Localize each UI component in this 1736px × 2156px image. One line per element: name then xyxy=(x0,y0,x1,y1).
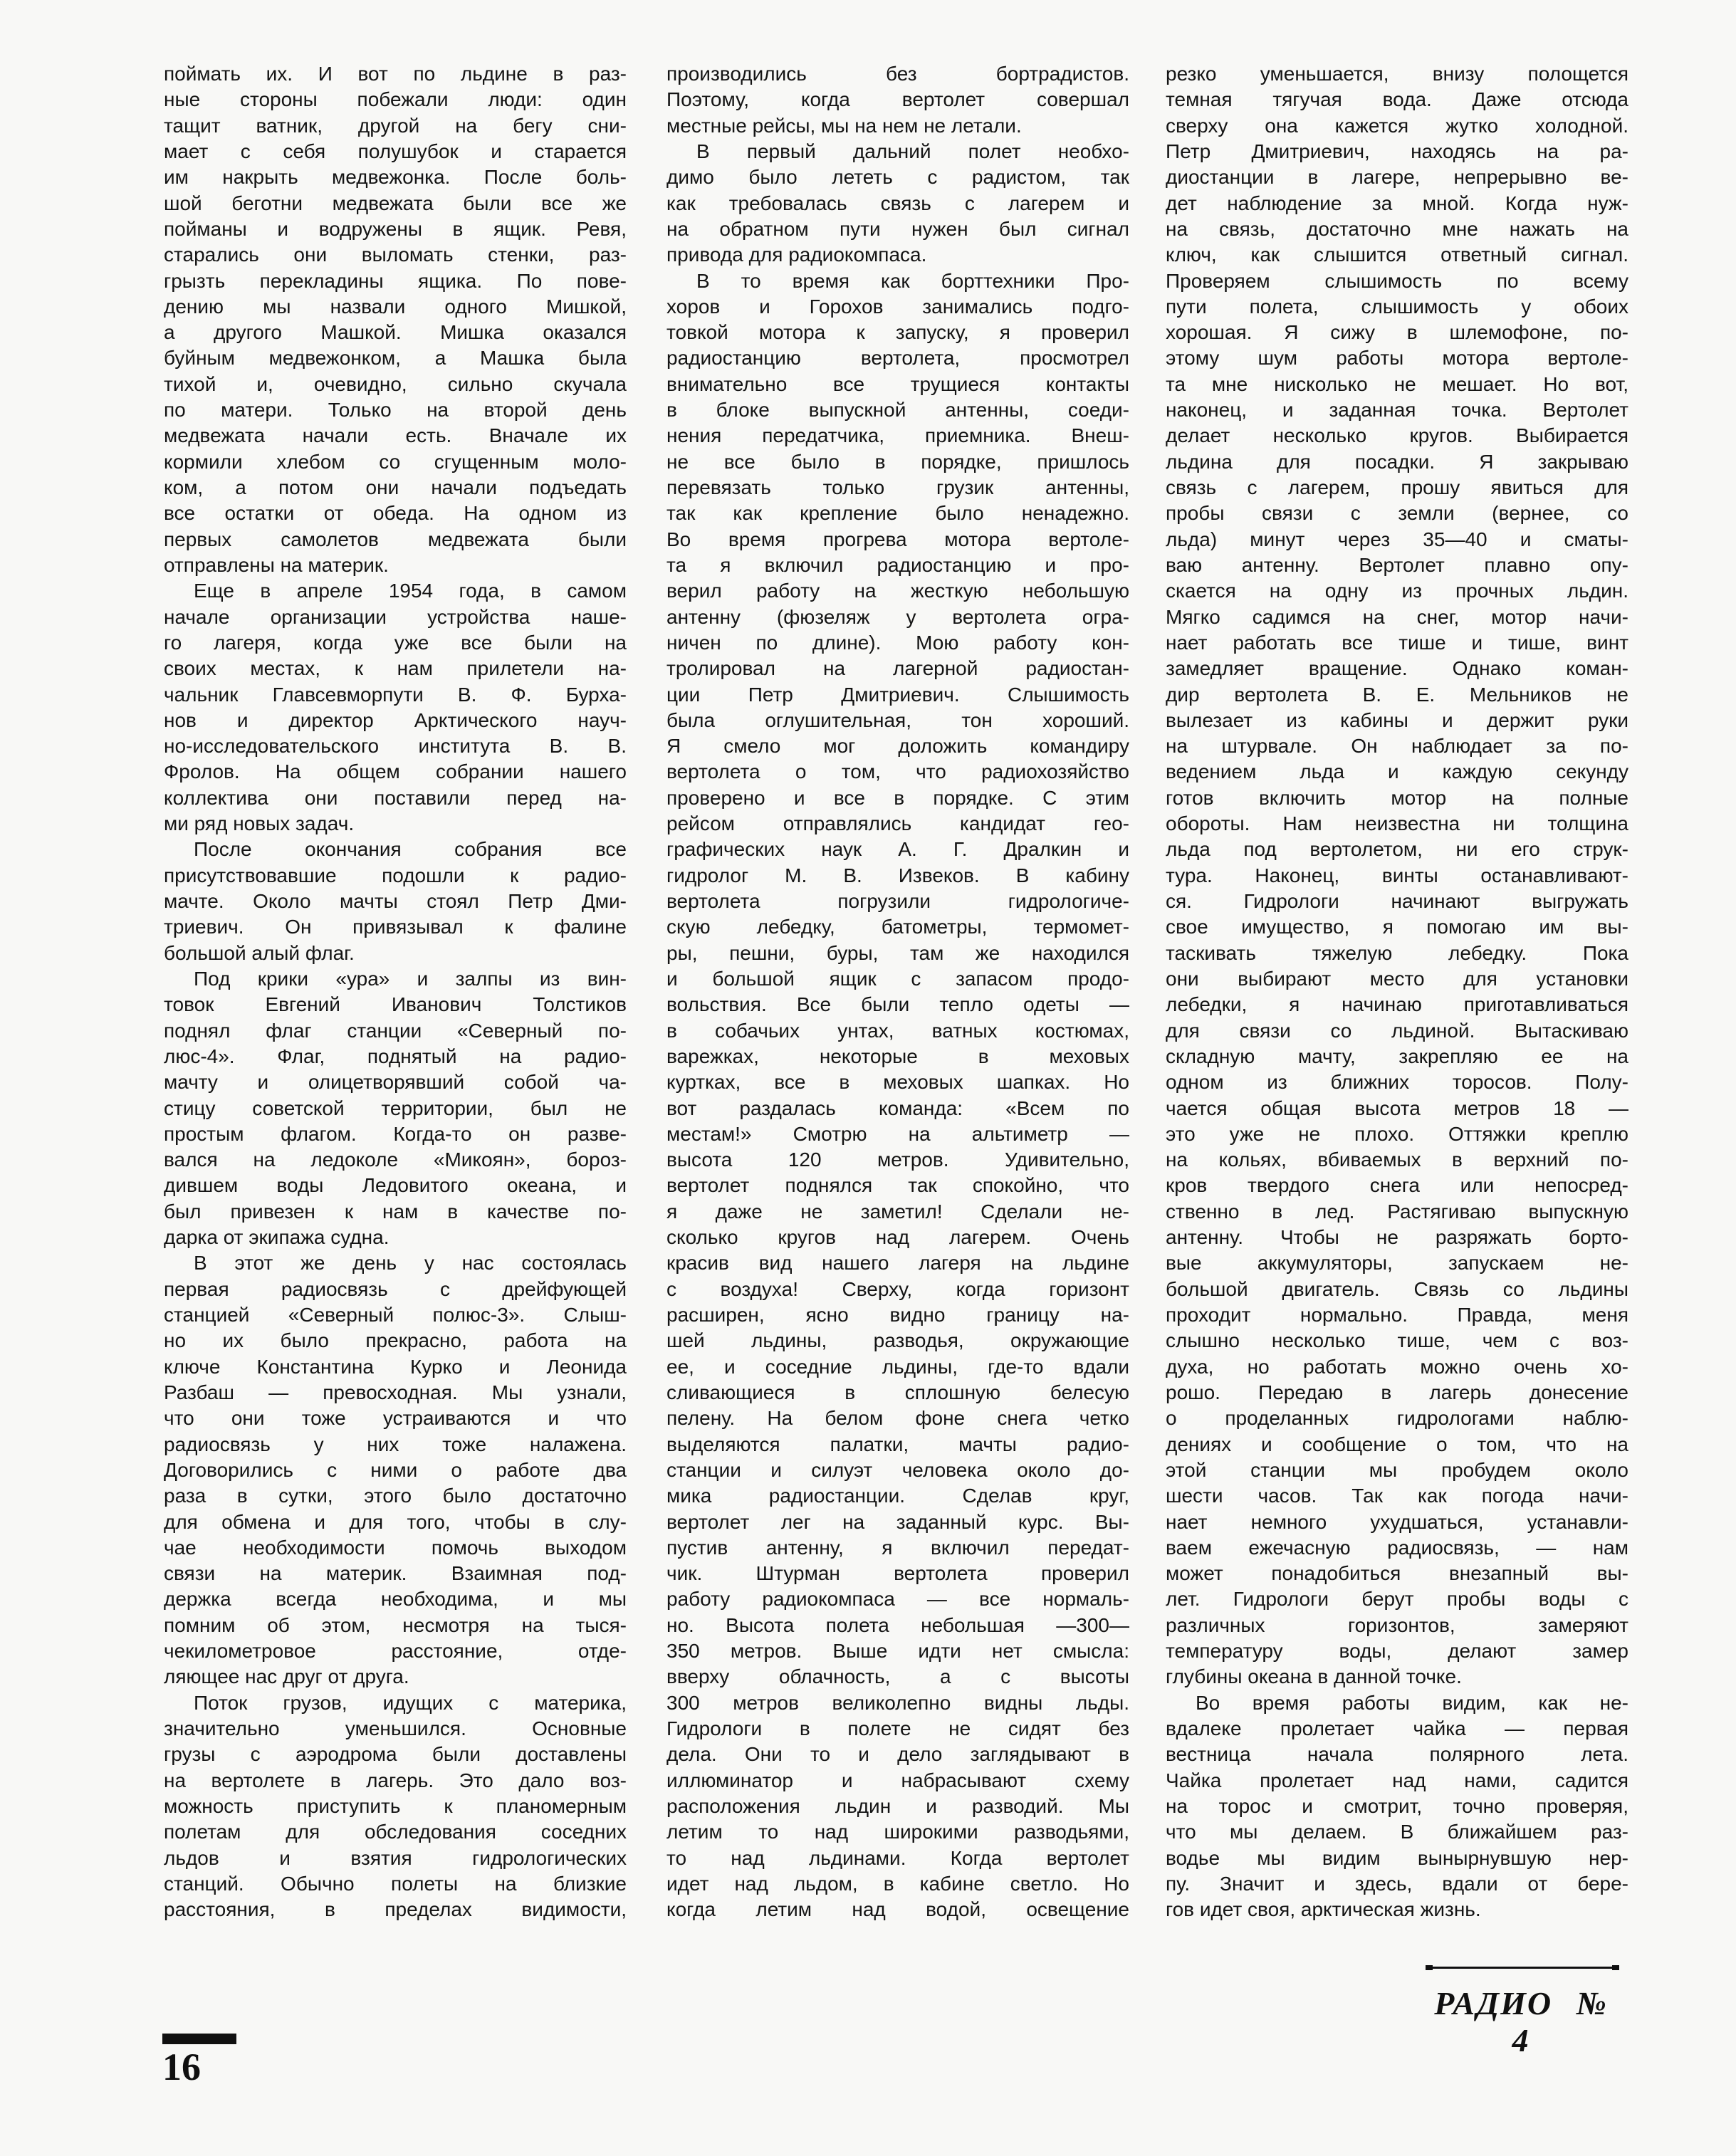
text-line: все остатки от обеда. На одном из xyxy=(164,502,627,525)
text-line: радиосвязь у них тоже налажена. xyxy=(164,1433,627,1455)
text-column-2 xyxy=(666,61,1129,1923)
text-line: вверху облачность, а с высоты xyxy=(666,1665,1129,1688)
text-line: вот раздалась команда: «Всем по xyxy=(666,1097,1129,1119)
text-line: димо было лететь с радистом, так xyxy=(666,166,1129,189)
text-line: вольствия. Все были тепло одеты — xyxy=(666,993,1129,1016)
text-line: этому шум работы мотора вертоле- xyxy=(1166,347,1628,370)
text-line: внимательно все трущиеся контакты xyxy=(666,372,1129,395)
text-line: дению мы назвали одного Мишкой, xyxy=(164,295,627,318)
text-line: буйным медвежонком, а Машка была xyxy=(164,347,627,370)
text-line: тура. Наконец, винты останавливают- xyxy=(1166,864,1628,886)
text-line: ключе Константина Курко и Леонида xyxy=(164,1355,627,1378)
text-line: местные рейсы, мы на нем не летали. xyxy=(666,114,1022,137)
text-line: сливающиеся в сплошную белесую xyxy=(666,1381,1129,1403)
text-line: 300 метров великолепно видны льды. xyxy=(666,1691,1129,1714)
text-line: для обмена и для того, чтобы в слу- xyxy=(164,1510,627,1533)
text-line: может понадобиться внезапный вы- xyxy=(1166,1562,1628,1585)
text-line: станцией «Северный полюс-3». Слыш- xyxy=(164,1304,627,1326)
text-line: проходит нормально. Правда, меня xyxy=(1166,1304,1628,1326)
text-line: льда) минут через 35—40 и сматы- xyxy=(1166,528,1628,550)
text-line: дет наблюдение за мной. Когда нуж- xyxy=(1166,192,1628,214)
text-line: водье мы видим вынырнувшую нер- xyxy=(1166,1846,1628,1869)
text-line: лет. Гидрологи берут пробы воды с xyxy=(1166,1588,1628,1611)
text-line: раза в сутки, этого было достаточно xyxy=(164,1485,627,1507)
text-line: высота 120 метров. Удивительно, xyxy=(666,1148,1129,1171)
text-line: хорошая. Я сижу в шлемофоне, по- xyxy=(1166,321,1628,344)
text-line: мачту и олицетворявший собой ча- xyxy=(164,1071,627,1094)
text-line: большой двигатель. Связь со льдины xyxy=(1166,1277,1628,1300)
text-line: диостанции в лагере, непрерывно ве- xyxy=(1166,166,1628,189)
text-line: духа, но работать можно очень хо- xyxy=(1166,1355,1628,1378)
text-column-1 xyxy=(164,61,627,1923)
text-line: красив вид нашего лагеря на льдине xyxy=(666,1252,1129,1275)
text-line: Я смело мог доложить командиру xyxy=(666,735,1129,758)
text-line: Поток грузов, идущих с материка, xyxy=(194,1691,627,1714)
text-line: медвежата начали есть. Вначале их xyxy=(164,424,627,447)
text-line: Во время работы видим, как не- xyxy=(1196,1691,1628,1714)
text-line: товок Евгений Иванович Толстиков xyxy=(164,993,627,1016)
text-line: обороты. Нам неизвестна ни толщина xyxy=(1166,812,1628,835)
text-line: резко уменьшается, внизу полощется xyxy=(1166,63,1628,85)
text-line: была оглушительная, тон хороший. xyxy=(666,708,1129,731)
text-line: ваем ежечасную радиосвязь, — нам xyxy=(1166,1536,1628,1559)
text-line: ничен по длине). Мою работу кон- xyxy=(666,631,1129,654)
text-line: что они тоже устраиваются и что xyxy=(164,1407,627,1430)
text-line: ее, и соседние льдины, где-то вдали xyxy=(666,1355,1129,1378)
text-line: но. Высота полета небольшая —300— xyxy=(666,1613,1129,1636)
text-line: свое имущество, я помогаю им вы- xyxy=(1166,916,1628,938)
text-line: расширен, ясно видно границу на- xyxy=(666,1304,1129,1326)
text-line: на вертолете в лагерь. Это дало воз- xyxy=(164,1769,627,1791)
text-line: складную мачту, закрепляю ее на xyxy=(1166,1045,1628,1067)
text-line: помним об этом, несмотря на тыся- xyxy=(164,1613,627,1636)
text-line: мачте. Около мачты стоял Петр Дми- xyxy=(164,890,627,912)
text-line: Проверяем слышимость по всему xyxy=(1166,269,1628,292)
text-line: скается на одну из прочных льдин. xyxy=(1166,580,1628,602)
text-line: пробы связи с земли (вернее, со xyxy=(1166,502,1628,525)
text-line: шести часов. Так как погода начи- xyxy=(1166,1485,1628,1507)
text-line: этой станции мы пробудем около xyxy=(1166,1458,1628,1481)
text-line: замедляет вращение. Однако коман- xyxy=(1166,657,1628,680)
text-line: чальник Главсевморпути В. Ф. Бурха- xyxy=(164,683,627,706)
text-line: та я включил радиостанцию и про- xyxy=(666,553,1129,576)
text-line: верил работу на жесткую небольшую xyxy=(666,580,1129,602)
text-line: пелену. На белом фоне снега четко xyxy=(666,1407,1129,1430)
text-line: различных горизонтов, замеряют xyxy=(1166,1613,1628,1636)
text-line: для связи со льдиной. Вытаскиваю xyxy=(1166,1019,1628,1042)
text-line: связи на материк. Взаимная под- xyxy=(164,1562,627,1585)
text-line: ком, а потом они начали подъедать xyxy=(164,476,627,498)
text-line: льдина для посадки. Я закрываю xyxy=(1166,450,1628,473)
text-line: чается общая высота метров 18 — xyxy=(1166,1097,1628,1119)
text-line: на кольях, вбиваемых в верхний по- xyxy=(1166,1148,1628,1171)
text-line: станций. Обычно полеты на близкие xyxy=(164,1872,627,1895)
text-line: делает несколько кругов. Выбирается xyxy=(1166,424,1628,447)
text-column-3 xyxy=(1166,61,1628,1923)
text-line: грузы с аэродрома были доставлены xyxy=(164,1743,627,1766)
text-line: нает немного ухудшаться, устанавли- xyxy=(1166,1510,1628,1533)
text-line: местам!» Смотрю на альтиметр — xyxy=(666,1122,1129,1145)
text-line: выделяются палатки, мачты радио- xyxy=(666,1433,1129,1455)
text-line: начале организации устройства наше- xyxy=(164,605,627,628)
text-line: дениях и сообщение о том, что на xyxy=(1166,1433,1628,1455)
text-line: станции и силуэт человека около до- xyxy=(666,1458,1129,1481)
text-line: Мягко садимся на снег, мотор начи- xyxy=(1166,605,1628,628)
text-line: нения передатчика, приемника. Внеш- xyxy=(666,424,1129,447)
text-line: первая радиосвязь с дрейфующей xyxy=(164,1277,627,1300)
text-line: люс-4». Флаг, поднятый на радио- xyxy=(164,1045,627,1067)
text-line: одном из ближних торосов. Полу- xyxy=(1166,1071,1628,1094)
text-line: стицу советской территории, был не xyxy=(164,1097,627,1119)
text-line: полетам для обследования соседних xyxy=(164,1821,627,1843)
text-line: Поэтому, когда вертолет совершал xyxy=(666,88,1129,111)
text-line: тихой и, очевидно, сильно скучала xyxy=(164,372,627,395)
text-line: Под крики «ура» и залпы из вин- xyxy=(194,967,627,990)
text-line: антенну (фюзеляж у вертолета огра- xyxy=(666,605,1129,628)
footer-left-rule xyxy=(162,2034,236,2044)
text-line: шой беготни медвежата были все же xyxy=(164,192,627,214)
text-line: ственно в лед. Растягиваю выпускную xyxy=(1166,1200,1628,1223)
text-line: расстояния, в пределах видимости, xyxy=(164,1898,627,1921)
text-line: они выбирают место для установки xyxy=(1166,967,1628,990)
text-line: простым флагом. Когда-то он разве- xyxy=(164,1122,627,1145)
text-line: как требовалась связь с лагерем и xyxy=(666,192,1129,214)
text-line: когда летим над водой, освещение xyxy=(666,1898,1129,1921)
text-line: поднял флаг станции «Северный по- xyxy=(164,1019,627,1042)
text-line: ляющее нас друг от друга. xyxy=(164,1665,409,1688)
text-line: своих местах, к нам прилетели на- xyxy=(164,657,627,680)
text-line: в блоке выпускной антенны, соеди- xyxy=(666,399,1129,422)
text-line: им накрыть медвежонка. После боль- xyxy=(164,166,627,189)
text-line: куртках, все в меховых шапках. Но xyxy=(666,1071,1129,1094)
text-line: отправлены на материк. xyxy=(164,553,389,576)
magazine-footer: РАДИО № 4 xyxy=(1434,1985,1608,2058)
text-line: производились без бортрадистов. xyxy=(666,63,1129,85)
text-line: наконец, и заданная точка. Вертолет xyxy=(1166,399,1628,422)
text-line: что мы делаем. В ближайшем раз- xyxy=(1166,1821,1628,1843)
text-line: температуру воды, делают замер xyxy=(1166,1640,1628,1663)
text-line: Чайка пролетает над нами, садится xyxy=(1166,1769,1628,1791)
text-line: антенну. Чтобы не разряжать борто- xyxy=(1166,1226,1628,1249)
text-line: 350 метров. Выше идти нет смысла: xyxy=(666,1640,1129,1663)
text-line: чекилометровое расстояние, отде- xyxy=(164,1640,627,1663)
text-line: темная тягучая вода. Даже отсюда xyxy=(1166,88,1628,111)
text-line: проверено и все в порядке. С этим xyxy=(666,786,1129,809)
text-line: старались они выломать стенки, раз- xyxy=(164,244,627,266)
text-line: кормили хлебом со сгущенным моло- xyxy=(164,450,627,473)
text-line: После окончания собрания все xyxy=(194,838,627,861)
text-line: тролировал на лагерной радиостан- xyxy=(666,657,1129,680)
text-line: радиостанцию вертолета, просмотрел xyxy=(666,347,1129,370)
text-line: го лагеря, когда уже все были на xyxy=(164,631,627,654)
text-line: первых самолетов медвежата были xyxy=(164,528,627,550)
text-line: то над льдинами. Когда вертолет xyxy=(666,1846,1129,1869)
text-line: и большой ящик с запасом продо- xyxy=(666,967,1129,990)
text-line: связь с лагерем, прошу явиться для xyxy=(1166,476,1628,498)
text-line: ведением льда и каждую секунду xyxy=(1166,760,1628,783)
text-line: чае необходимости помочь выходом xyxy=(164,1536,627,1559)
text-line: на торос и смотрит, точно проверяя, xyxy=(1166,1794,1628,1817)
text-line: присутствовавшие подошли к радио- xyxy=(164,864,627,886)
text-line: значительно уменьшился. Основные xyxy=(164,1717,627,1739)
text-line: сверху она кажется жутко холодной. xyxy=(1166,114,1628,137)
text-line: иллюминатор и набрасывают схему xyxy=(666,1769,1129,1791)
text-line: Петр Дмитриевич, находясь на ра- xyxy=(1166,140,1628,162)
text-line: ми ряд новых задач. xyxy=(164,812,355,835)
text-line: В то время как борттехники Про- xyxy=(696,269,1129,292)
text-line: нает работать все тише и тише, винт xyxy=(1166,631,1628,654)
text-line: по матери. Только на второй день xyxy=(164,399,627,422)
text-line: пу. Значит и здесь, вдали от бере- xyxy=(1166,1872,1628,1895)
text-line: триевич. Он привязывал к фалине xyxy=(164,916,627,938)
text-line: сколько кругов над лагерем. Очень xyxy=(666,1226,1129,1249)
text-line: тащит ватник, другой на бегу сни- xyxy=(164,114,627,137)
text-line: дарка от экипажа судна. xyxy=(164,1226,389,1249)
text-line: так как крепление было ненадежно. xyxy=(666,502,1129,525)
footer-right-rule xyxy=(1427,1967,1618,1969)
text-line: но-исследовательского института В. В. xyxy=(164,735,627,758)
text-line: Разбаш — превосходная. Мы узнали, xyxy=(164,1381,627,1403)
text-line: дир вертолета В. Е. Мельников не xyxy=(1166,683,1628,706)
text-line: Договорились с ними о работе два xyxy=(164,1458,627,1481)
text-line: Во время прогрева мотора вертоле- xyxy=(666,528,1129,550)
text-line: поймать их. И вот по льдине в раз- xyxy=(164,63,627,85)
text-line: готов включить мотор на полные xyxy=(1166,786,1628,809)
text-line: Еще в апреле 1954 года, в самом xyxy=(194,580,627,602)
text-line: варежках, некоторые в меховых xyxy=(666,1045,1129,1067)
text-line: глубины океана в данной точке. xyxy=(1166,1665,1462,1688)
text-line: вался на ледоколе «Микоян», бороз- xyxy=(164,1148,627,1171)
text-line: можность приступить к планомерным xyxy=(164,1794,627,1817)
text-line: не все было в порядке, пришлось xyxy=(666,450,1129,473)
text-line: вертолета о том, что радиохозяйство xyxy=(666,760,1129,783)
text-line: лебедки, я начинаю приготавливаться xyxy=(1166,993,1628,1016)
text-line: рейсом отправлялись кандидат гео- xyxy=(666,812,1129,835)
text-line: рошо. Передаю в лагерь донесение xyxy=(1166,1381,1628,1403)
text-line: Гидрологи в полете не сидят без xyxy=(666,1717,1129,1739)
text-line: идет над льдом, в кабине светло. Но xyxy=(666,1872,1129,1895)
text-line: гидролог М. В. Извеков. В кабину xyxy=(666,864,1129,886)
text-line: на обратном пути нужен был сигнал xyxy=(666,217,1129,240)
text-line: ключ, как слышится ответный сигнал. xyxy=(1166,244,1628,266)
text-line: дела. Они то и дело заглядывают в xyxy=(666,1743,1129,1766)
text-line: летим то над широкими разводьями, xyxy=(666,1821,1129,1843)
text-line: шей льдины, разводья, окружающие xyxy=(666,1329,1129,1352)
text-line: нов и директор Арктического науч- xyxy=(164,708,627,731)
text-line: чик. Штурман вертолета проверил xyxy=(666,1562,1129,1585)
text-line: был привезен к нам в качестве по- xyxy=(164,1200,627,1223)
text-line: ваю антенну. Вертолет плавно опу- xyxy=(1166,553,1628,576)
text-line: кров твердого снега или непосред- xyxy=(1166,1174,1628,1197)
text-line: на связь, достаточно мне нажать на xyxy=(1166,217,1628,240)
text-line: большой алый флаг. xyxy=(164,941,355,964)
text-line: ные стороны побежали люди: один xyxy=(164,88,627,111)
text-line: вертолета погрузили гидрологиче- xyxy=(666,890,1129,912)
text-line: вылезает из кабины и держит руки xyxy=(1166,708,1628,731)
text-line: грызть перекладины ящика. По пове- xyxy=(164,269,627,292)
text-line: коллектива они поставили перед на- xyxy=(164,786,627,809)
text-line: на штурвале. Он наблюдает за по- xyxy=(1166,735,1628,758)
text-line: товкой мотора к запуску, я проверил xyxy=(666,321,1129,344)
text-line: В этот же день у нас состоялась xyxy=(194,1252,627,1275)
text-line: хоров и Горохов занимались подго- xyxy=(666,295,1129,318)
text-line: но их было прекрасно, работа на xyxy=(164,1329,627,1352)
text-line: вестница начала полярного лета. xyxy=(1166,1743,1628,1766)
text-line: вдалеке пролетает чайка — первая xyxy=(1166,1717,1628,1739)
text-line: привода для радиокомпаса. xyxy=(666,244,927,266)
text-line: о проделанных гидрологами наблю- xyxy=(1166,1407,1628,1430)
text-line: расположения льдин и разводий. Мы xyxy=(666,1794,1129,1817)
text-line: перевязать только грузик антенны, xyxy=(666,476,1129,498)
text-line: льдов и взятия гидрологических xyxy=(164,1846,627,1869)
text-line: вертолет лег на заданный курс. Вы- xyxy=(666,1510,1129,1533)
page-number: 16 xyxy=(162,2046,201,2088)
text-line: скую лебедку, батометры, термомет- xyxy=(666,916,1129,938)
text-line: слышно несколько тише, чем с воз- xyxy=(1166,1329,1628,1352)
text-line: с воздуха! Сверху, когда горизонт xyxy=(666,1277,1129,1300)
text-line: льда под вертолетом, ни его струк- xyxy=(1166,838,1628,861)
text-line: это уже не плохо. Оттяжки креплю xyxy=(1166,1122,1628,1145)
text-line: та мне нисколько не мешает. Но вот, xyxy=(1166,372,1628,395)
text-line: пойманы и водружены в ящик. Ревя, xyxy=(164,217,627,240)
text-line: мика радиостанции. Сделав круг, xyxy=(666,1485,1129,1507)
text-line: ции Петр Дмитриевич. Слышимость xyxy=(666,683,1129,706)
text-line: В первый дальний полет необхо- xyxy=(696,140,1129,162)
text-line: работу радиокомпаса — все нормаль- xyxy=(666,1588,1129,1611)
text-line: а другого Машкой. Мишка оказался xyxy=(164,321,627,344)
text-line: в собачьих унтах, ватных костюмах, xyxy=(666,1019,1129,1042)
text-line: ся. Гидрологи начинают выгружать xyxy=(1166,890,1628,912)
text-line: вые аккумуляторы, запускаем не- xyxy=(1166,1252,1628,1275)
text-line: мает с себя полушубок и старается xyxy=(164,140,627,162)
text-line: вертолет поднялся так спокойно, что xyxy=(666,1174,1129,1197)
text-line: пустив антенну, я включил передат- xyxy=(666,1536,1129,1559)
text-line: гов идет своя, арктическая жизнь. xyxy=(1166,1898,1481,1921)
text-line: графических наук А. Г. Дралкин и xyxy=(666,838,1129,861)
text-line: я даже не заметил! Сделали не- xyxy=(666,1200,1129,1223)
text-line: Фролов. На общем собрании нашего xyxy=(164,760,627,783)
text-line: пути полета, слышимость у обоих xyxy=(1166,295,1628,318)
text-line: дившем воды Ледовитого океана, и xyxy=(164,1174,627,1197)
text-line: держка всегда необходима, и мы xyxy=(164,1588,627,1611)
text-line: ры, пешни, буры, там же находился xyxy=(666,941,1129,964)
text-line: таскивать тяжелую лебедку. Пока xyxy=(1166,941,1628,964)
